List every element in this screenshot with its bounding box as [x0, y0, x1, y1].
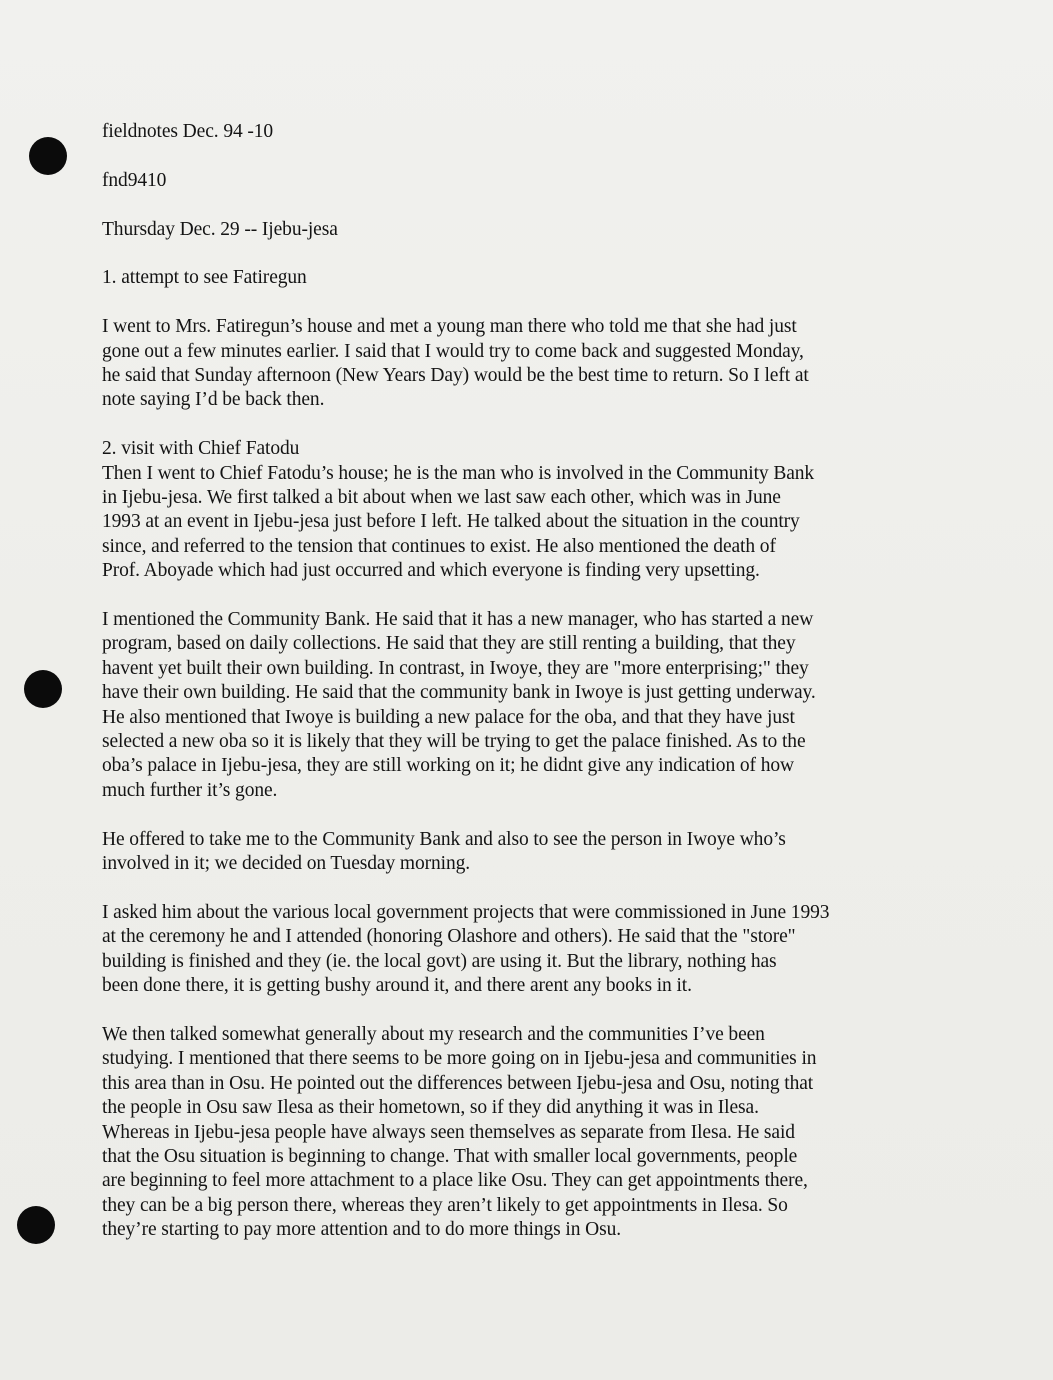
paragraph-line: in Ijebu-jesa. We first talked a bit about when we last saw each other, which was in June [102, 487, 781, 509]
paragraph-line: they’re starting to pay more attention and to do more things in Osu. [102, 1219, 622, 1241]
paragraph-line: the people in Osu saw Ilesa as their hometown, so if they did anything it was in Ilesa. [102, 1097, 759, 1119]
paragraph-line: oba’s palace in Ijebu-jesa, they are still working on it; he didnt give any indication of how [102, 755, 794, 777]
paragraph-line: Then I went to Chief Fatodu’s house; he is the man who is involved in the Community Bank [102, 462, 815, 484]
punch-hole-bottom [17, 1206, 55, 1244]
paragraph-line: program, based on daily collections. He said that they are still renting a building, that they [102, 633, 796, 655]
document-title: fieldnotes Dec. 94 -10 [102, 121, 274, 142]
paragraph-1 [102, 315, 922, 413]
paragraph-line: since, and referred to the tension that continues to exist. He also mentioned the death of [102, 535, 776, 557]
paragraph-line: 1993 at an event in Ijebu-jesa just before I left. He talked about the situation in the country [102, 511, 800, 533]
paragraph-line: I mentioned the Community Bank. He said that it has a new manager, who has started a new [102, 609, 814, 631]
paragraph-line: selected a new oba so it is likely that they will be trying to get the palace finished. As to the [102, 731, 806, 753]
paragraph-line: He also mentioned that Iwoye is building a new palace for the oba, and that they have just [102, 706, 795, 728]
paragraph-line: they can be a big person there, whereas they aren’t likely to get appointments in Ilesa. So [102, 1194, 788, 1216]
date-line: Thursday Dec. 29 -- Ijebu-jesa [102, 218, 338, 240]
paragraph-line: are beginning to feel more attachment to a place like Osu. They can get appointments there, [102, 1170, 808, 1192]
document-body [102, 120, 922, 1243]
punch-hole-top [29, 137, 67, 175]
file-id: fnd9410 [102, 169, 167, 191]
paragraph-line: have their own building. He said that the community bank in Iwoye is just getting underway. [102, 682, 816, 704]
paragraph-2 [102, 462, 922, 584]
paragraph-line: he said that Sunday afternoon (New Years Day) would be the best time to return. So I left at [102, 365, 809, 386]
paragraph-line: gone out a few minutes earlier. I said that I would try to come back and suggested Monday, [102, 340, 804, 362]
paragraph-line: much further it’s gone. [102, 779, 278, 801]
paragraph-line: Prof. Aboyade which had just occurred and which everyone is finding very upsetting. [102, 560, 760, 582]
paragraph-line: involved in it; we decided on Tuesday morning. [102, 853, 471, 875]
paragraph-4 [102, 828, 922, 877]
paragraph-line: He offered to take me to the Community Bank and also to see the person in Iwoye who’s [102, 828, 786, 850]
paragraph-line: this area than in Osu. He pointed out the differences between Ijebu-jesa and Osu, noting that [102, 1072, 814, 1094]
paragraph-line: I asked him about the various local government projects that were commissioned in June 1993 [102, 901, 830, 923]
paragraph-line: that the Osu situation is beginning to change. That with smaller local governments, people [102, 1145, 798, 1167]
section-heading-2: 2. visit with Chief Fatodu [102, 438, 300, 460]
paragraph-6 [102, 1023, 922, 1243]
paragraph-line: studying. I mentioned that there seems to be more going on in Ijebu-jesa and communities in [102, 1048, 817, 1070]
section-heading-1: 1. attempt to see Fatiregun [102, 267, 307, 289]
paragraph-line: We then talked somewhat generally about my research and the communities I’ve been [102, 1023, 765, 1045]
paragraph-5 [102, 901, 922, 999]
punch-hole-middle [24, 670, 62, 708]
paragraph-line: building is finished and they (ie. the local govt) are using it. But the library, nothing has [102, 950, 777, 972]
paragraph-line: at the ceremony he and I attended (honoring Olashore and others). He said that the "store" [102, 926, 796, 948]
paragraph-3 [102, 608, 922, 803]
paragraph-line: havent yet built their own building. In contrast, in Iwoye, they are "more enterprising;" they [102, 657, 809, 679]
paragraph-line: been done there, it is getting bushy around it, and there arent any books in it. [102, 975, 692, 997]
paragraph-line: I went to Mrs. Fatiregun’s house and met a young man there who told me that she had just [102, 316, 797, 338]
paragraph-line: Whereas in Ijebu-jesa people have always seen themselves as separate from Ilesa. He said [102, 1121, 795, 1143]
paragraph-line: note saying I’d be back then. [102, 389, 325, 411]
